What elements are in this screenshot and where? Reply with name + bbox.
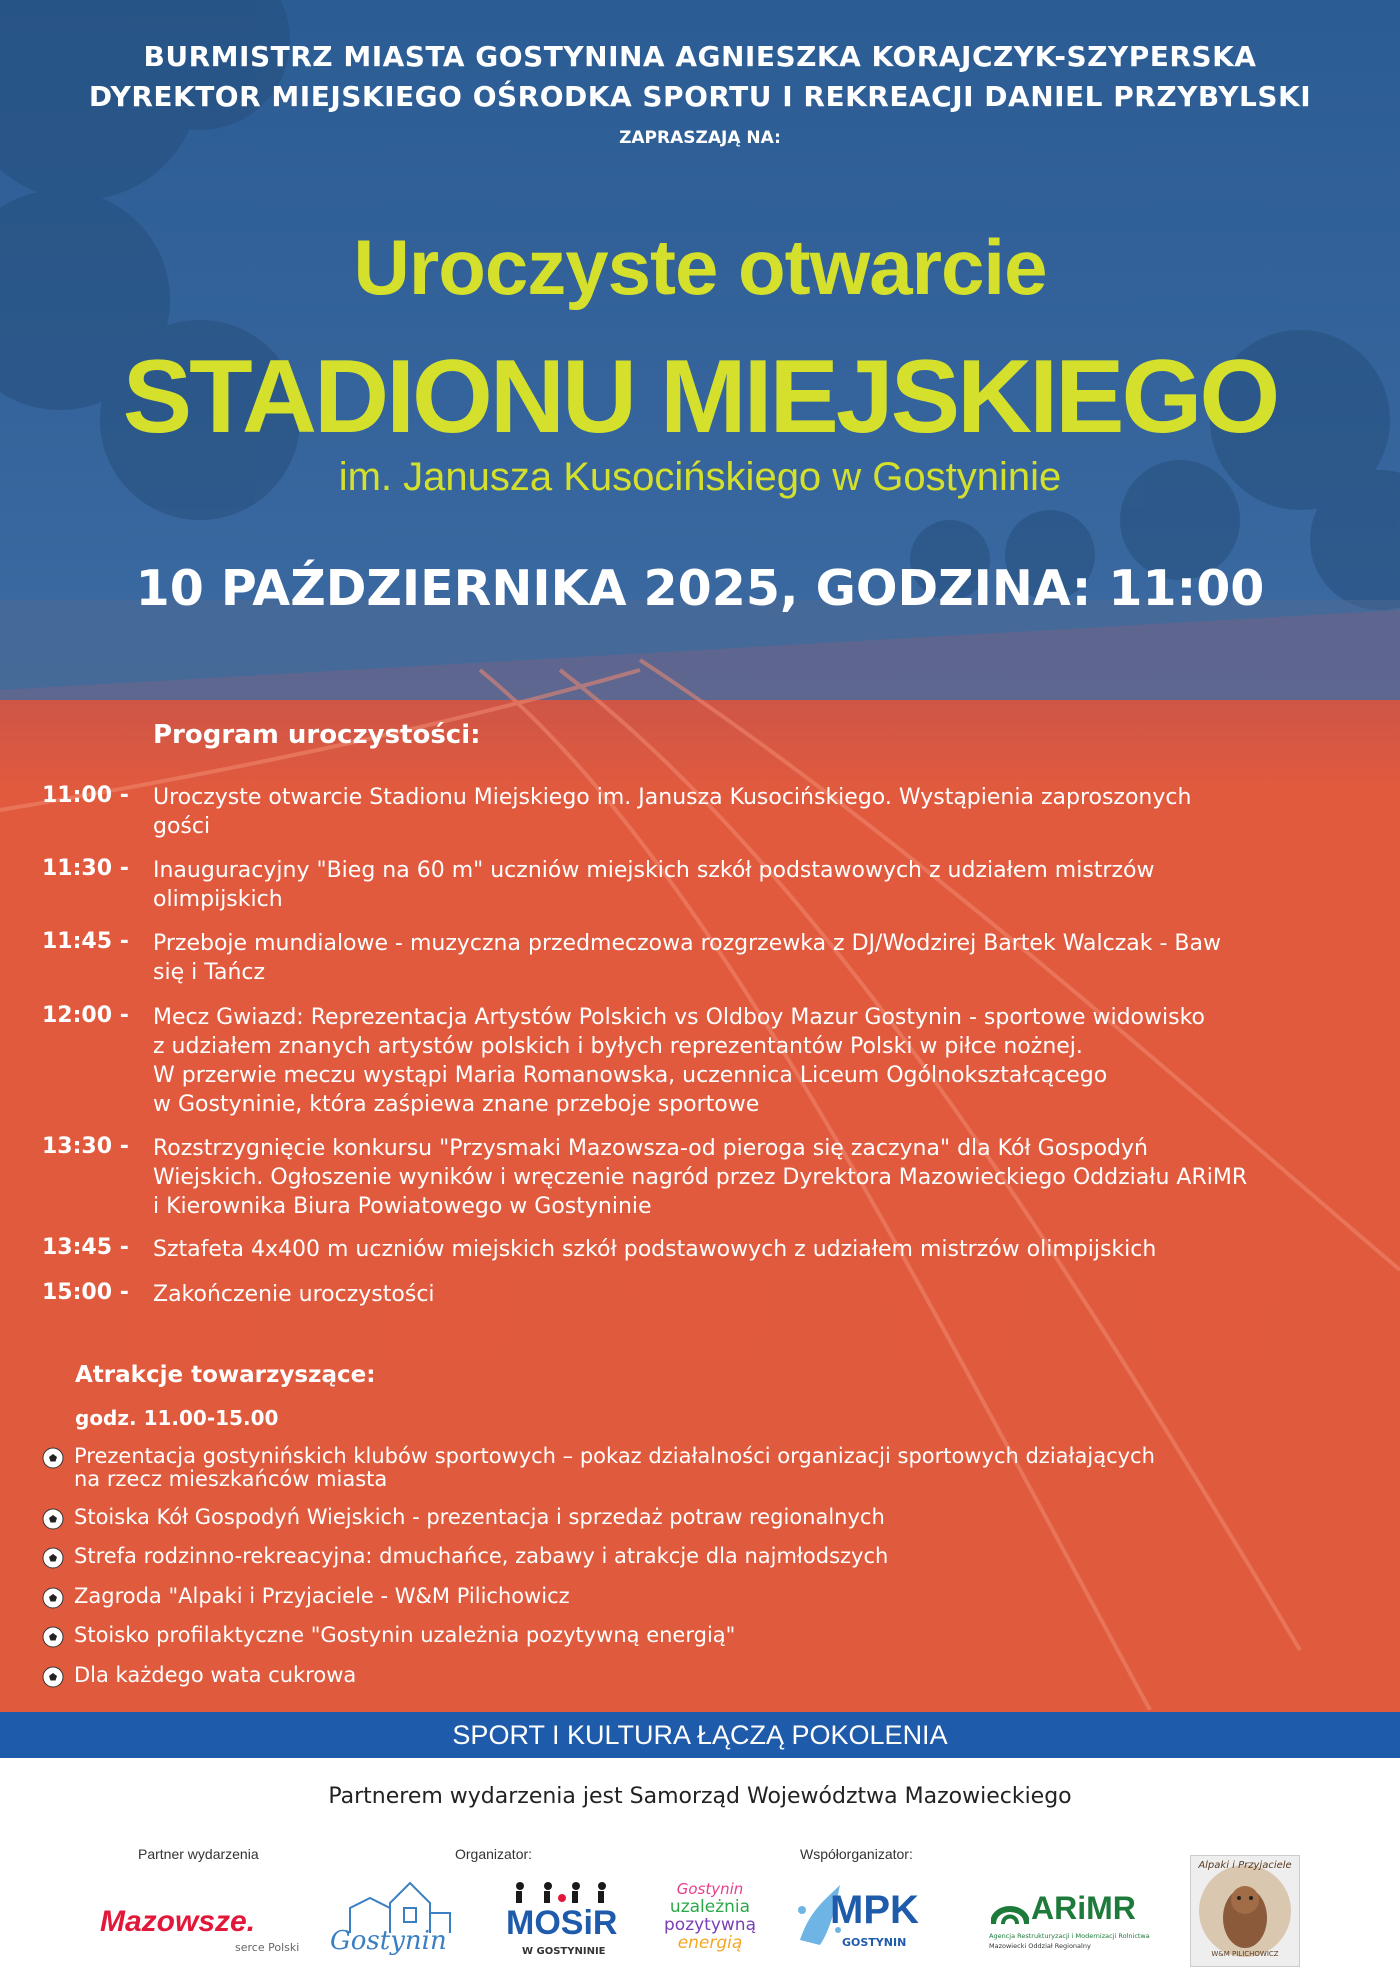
football-icon — [42, 1547, 64, 1569]
program-time: 15:00 - — [42, 1280, 129, 1305]
partner-statement: Partnerem wydarzenia jest Samorząd Województwa Mazowieckiego — [328, 1784, 1072, 1809]
mosir-logo: MOSiR W GOSTYNINIE — [500, 1880, 630, 1970]
attraction-text — [74, 1545, 1314, 1568]
attraction-text — [74, 1664, 1314, 1687]
football-icon — [42, 1626, 64, 1648]
attraction-text-line: Zagroda "Alpaki i Przyjaciele - W&M Pilichowicz — [74, 1584, 570, 1608]
program-description-line: się i Tańcz — [153, 960, 266, 985]
football-icon — [42, 1447, 64, 1469]
caption-coorganizer: Współorganizator: — [800, 1846, 913, 1862]
program-description-line: W przerwie meczu wystąpi Maria Romanowska, uczennica Liceum Ogólnokształcącego — [153, 1063, 1108, 1088]
program-description-line: Uroczyste otwarcie Stadionu Miejskiego im. Janusza Kusocińskiego. Wystąpienia zaproszonych — [153, 785, 1192, 810]
football-icon — [42, 1666, 64, 1688]
football-icon — [42, 1587, 64, 1609]
arimr-emblem-icon — [991, 1894, 1029, 1926]
header-line-director: DYREKTOR MIEJSKIEGO OŚRODKA SPORTU I REKREACJI DANIEL PRZYBYLSKI — [88, 80, 1312, 113]
mazowsze-logo: Mazowsze. serce Polski — [100, 1905, 300, 1954]
title-line-stadium: STADIONU MIEJSKIEGO — [122, 339, 1278, 455]
program-time: 11:30 - — [42, 856, 129, 881]
program-heading: Program uroczystości: — [153, 720, 481, 750]
title-line-patron: im. Janusza Kusocińskiego w Gostyninie — [338, 455, 1062, 499]
caption-organizer: Organizator: — [455, 1846, 533, 1862]
program-description — [153, 856, 1363, 914]
mpk-logo: MPK GOSTYNIN — [790, 1880, 930, 1970]
attraction-text — [74, 1624, 1314, 1647]
title-line-opening: Uroczyste otwarcie — [353, 223, 1047, 311]
event-date: 10 PAŹDZIERNIKA 2025, GODZINA: 11:00 — [135, 560, 1265, 617]
caption-partner: Partner wydarzenia — [138, 1846, 259, 1862]
attractions-heading: Atrakcje towarzyszące: — [75, 1362, 376, 1388]
attraction-text-line: na rzecz mieszkańców miasta — [74, 1467, 388, 1491]
program-description-line: Wiejskich. Ogłoszenie wyników i wręczenie nagród przez Dyrektora Mazowieckiego Oddziału ARiMR — [153, 1165, 1248, 1190]
program-description-line: gości — [153, 814, 211, 839]
program-description-line: Przeboje mundialowe - muzyczna przedmeczowa rozgrzewka z DJ/Wodzirej Bartek Walczak - Baw — [153, 931, 1221, 956]
attraction-text — [74, 1445, 1314, 1491]
attraction-text-line: Strefa rodzinno-rekreacyjna: dmuchańce, zabawy i atrakcje dla najmłodszych — [74, 1544, 889, 1568]
football-icon — [42, 1508, 64, 1530]
program-description-line: z udziałem znanych artystów polskich i byłych reprezentantów Polski w piłce nożnej. — [153, 1034, 1083, 1059]
gostynin-logo: Gostynin — [330, 1878, 470, 1968]
program-time: 11:45 - — [42, 929, 129, 954]
attraction-text — [74, 1506, 1314, 1529]
program-description-line: olimpijskich — [153, 887, 283, 912]
attraction-text-line: Dla każdego wata cukrowa — [74, 1663, 357, 1687]
athletes-icon — [500, 1880, 620, 1906]
attraction-text-line: Stoisko profilaktyczne "Gostynin uzależnia pozytywną energią" — [74, 1623, 736, 1647]
attractions-hours: godz. 11.00-15.00 — [75, 1406, 279, 1430]
program-description — [153, 1134, 1363, 1221]
program-time: 12:00 - — [42, 1003, 129, 1028]
program-description-line: i Kierownika Biura Powiatowego w Gostyninie — [153, 1194, 652, 1219]
program-time: 13:30 - — [42, 1134, 129, 1159]
program-description-line: w Gostyninie, która zaśpiewa znane przeboje sportowe — [153, 1092, 760, 1117]
header-line-mayor: BURMISTRZ MIASTA GOSTYNINA AGNIESZKA KORAJCZYK-SZYPERSKA — [143, 40, 1257, 73]
arimr-logo: ARiMR Agencja Restrukturyzacji i Modernizacji Rolnictwa Mazowiecki Oddział Regionalny — [989, 1890, 1150, 1950]
program-description — [153, 1280, 1363, 1309]
program-time: 11:00 - — [42, 783, 129, 808]
attraction-text-line: Prezentacja gostynińskich klubów sportowych – pokaz działalności organizacji sportowych działających — [74, 1444, 1155, 1468]
program-description — [153, 929, 1363, 987]
program-description-line: Zakończenie uroczystości — [153, 1282, 435, 1307]
program-description-line: Sztafeta 4x400 m uczniów miejskich szkół podstawowych z udziałem mistrzów olimpijskich — [153, 1237, 1157, 1262]
program-description-line: Mecz Gwiazd: Reprezentacja Artystów Polskich vs Oldboy Mazur Gostynin - sportowe widowisko — [153, 1005, 1205, 1030]
program-time: 13:45 - — [42, 1235, 129, 1260]
energy-campaign-logo: Gostynin uzależnia pozytywną energią — [664, 1880, 756, 1953]
header-line-invite: ZAPRASZAJĄ NA: — [619, 128, 781, 148]
alpaki-logo: Alpaki i Przyjaciele W&M PILICHOWICZ — [1190, 1855, 1300, 1967]
program-description — [153, 1003, 1363, 1119]
attraction-text-line: Stoiska Kół Gospodyń Wiejskich - prezentacja i sprzedaż potraw regionalnych — [74, 1505, 885, 1529]
slogan-band: SPORT I KULTURA ŁĄCZĄ POKOLENIA — [0, 1712, 1400, 1758]
program-description-line: Rozstrzygnięcie konkursu "Przysmaki Mazowsza-od pieroga się zaczyna" dla Kół Gospodyń — [153, 1136, 1148, 1161]
program-description — [153, 1235, 1363, 1264]
attraction-text — [74, 1585, 1314, 1608]
program-description-line: Inauguracyjny "Bieg na 60 m" uczniów miejskich szkół podstawowych z udziałem mistrzów — [153, 858, 1155, 883]
program-description — [153, 783, 1363, 841]
